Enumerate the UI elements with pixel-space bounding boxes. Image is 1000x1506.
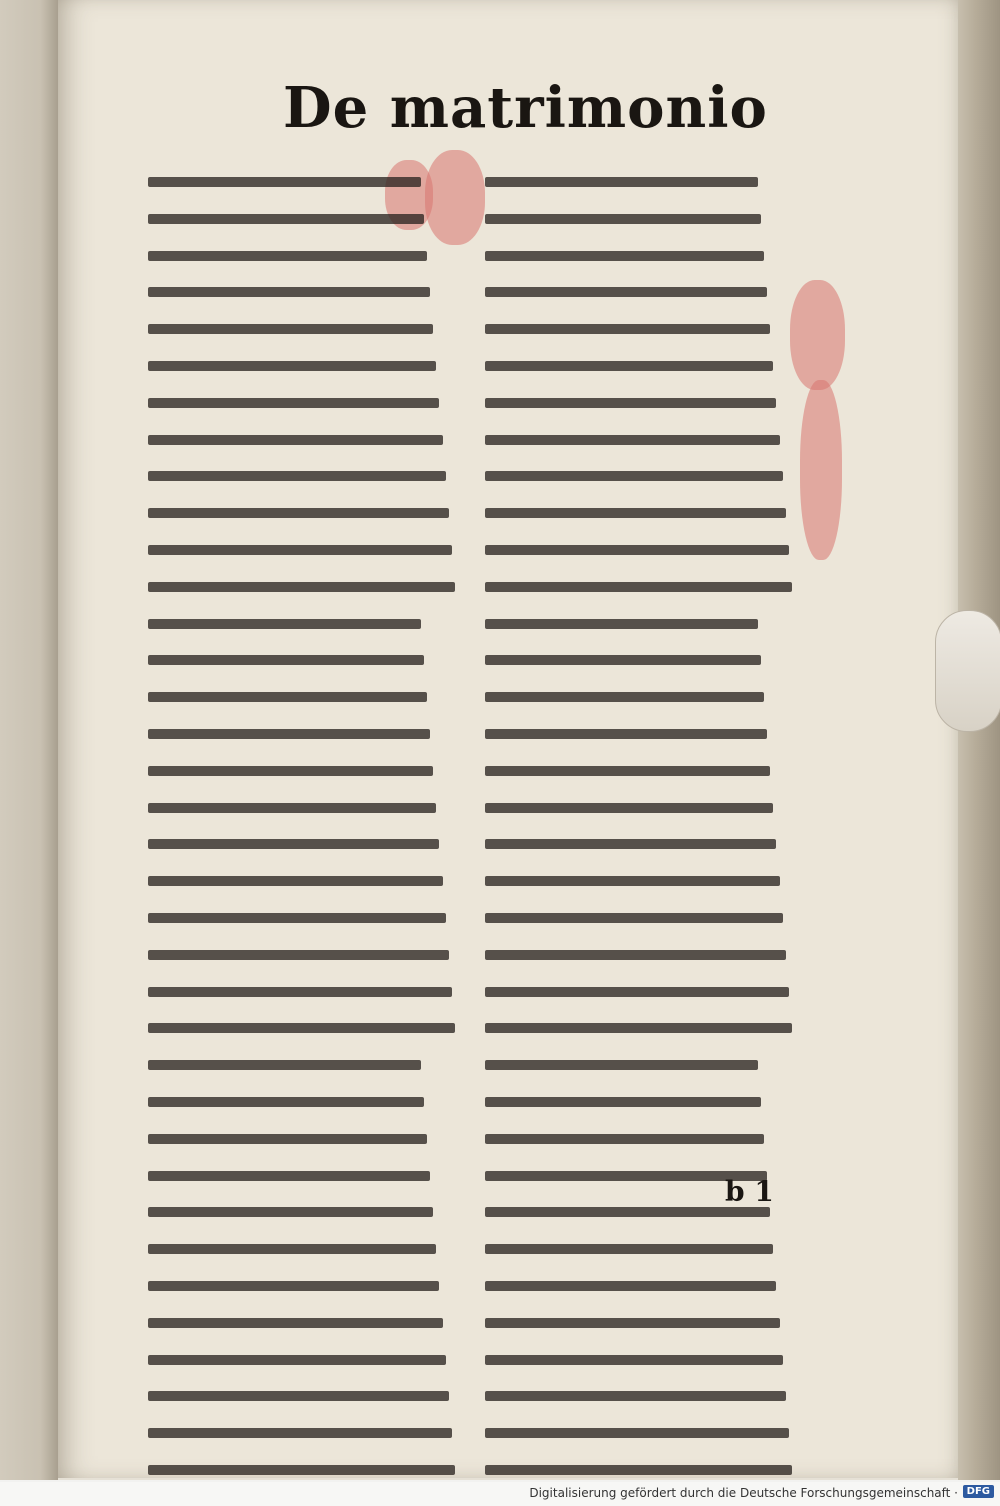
text-line <box>148 987 458 1015</box>
ink-stroke <box>148 729 430 739</box>
red-stain <box>800 380 842 560</box>
ink-stroke <box>485 435 780 445</box>
text-line <box>148 1318 458 1346</box>
text-line <box>148 950 458 978</box>
ink-stroke <box>148 398 439 408</box>
ink-stroke <box>485 545 789 555</box>
ink-stroke <box>148 1355 446 1365</box>
text-line <box>148 398 458 426</box>
ink-stroke <box>148 1023 455 1033</box>
text-line <box>485 251 795 279</box>
ink-stroke <box>148 1465 455 1475</box>
text-line <box>485 766 795 794</box>
text-line <box>148 287 458 315</box>
text-line <box>148 876 458 904</box>
text-line <box>148 1097 458 1125</box>
text-line <box>148 177 458 205</box>
text-line <box>485 950 795 978</box>
text-line <box>485 1023 795 1051</box>
text-line <box>485 361 795 389</box>
book-clip <box>935 610 1000 732</box>
text-line <box>148 1171 458 1199</box>
text-line <box>485 619 795 647</box>
text-line <box>485 1207 795 1235</box>
facing-page-edge <box>0 0 58 1480</box>
ink-stroke <box>148 1244 436 1254</box>
footer-credit: Digitalisierung gefördert durch die Deutsche Forschungsgemeinschaft · <box>529 1486 958 1500</box>
ink-stroke <box>148 177 421 187</box>
text-line <box>485 324 795 352</box>
text-line <box>485 508 795 536</box>
ink-stroke <box>485 251 764 261</box>
ink-stroke <box>148 619 421 629</box>
text-line <box>485 582 795 610</box>
ink-stroke <box>148 1428 452 1438</box>
text-line <box>148 251 458 279</box>
text-line <box>148 1060 458 1088</box>
text-line <box>485 692 795 720</box>
ink-stroke <box>148 435 443 445</box>
red-stain <box>790 280 845 390</box>
ink-stroke <box>148 1134 427 1144</box>
text-line <box>148 913 458 941</box>
ink-stroke <box>485 839 776 849</box>
ink-stroke <box>485 471 783 481</box>
dfg-logo: DFG <box>963 1485 994 1498</box>
ink-stroke <box>148 1171 430 1181</box>
text-line <box>485 1428 795 1456</box>
ink-stroke <box>148 1318 443 1328</box>
text-line <box>148 1355 458 1383</box>
ink-stroke <box>485 1318 780 1328</box>
ink-stroke <box>485 766 770 776</box>
ink-stroke <box>485 619 758 629</box>
text-line <box>148 361 458 389</box>
ink-stroke <box>148 766 433 776</box>
text-line <box>485 471 795 499</box>
ink-stroke <box>485 361 773 371</box>
text-line <box>148 582 458 610</box>
text-line <box>148 692 458 720</box>
ink-stroke <box>148 803 436 813</box>
ink-stroke <box>485 987 789 997</box>
text-line <box>485 1391 795 1419</box>
page-title: De matrimonio <box>283 75 768 141</box>
ink-stroke <box>485 1207 770 1217</box>
ink-stroke <box>148 508 449 518</box>
text-line <box>148 1023 458 1051</box>
ink-stroke <box>485 692 764 702</box>
ink-stroke <box>148 655 424 665</box>
text-line <box>148 435 458 463</box>
text-line <box>485 1134 795 1162</box>
text-line <box>485 1355 795 1383</box>
ink-stroke <box>148 1097 424 1107</box>
text-line <box>485 1060 795 1088</box>
ink-stroke <box>485 1355 783 1365</box>
text-line <box>148 655 458 683</box>
text-line <box>148 1134 458 1162</box>
text-line <box>148 471 458 499</box>
ink-stroke <box>485 1060 758 1070</box>
text-line <box>485 803 795 831</box>
ink-stroke <box>485 1391 786 1401</box>
ink-stroke <box>148 692 427 702</box>
text-line <box>485 876 795 904</box>
ink-stroke <box>148 1391 449 1401</box>
text-line <box>485 729 795 757</box>
ink-stroke <box>485 177 758 187</box>
ink-stroke <box>148 324 433 334</box>
ink-stroke <box>485 1465 792 1475</box>
ink-stroke <box>148 1281 439 1291</box>
signature-mark: b 1 <box>725 1175 774 1208</box>
text-line <box>485 655 795 683</box>
ink-stroke <box>148 913 446 923</box>
text-line <box>148 619 458 647</box>
ink-stroke <box>148 1060 421 1070</box>
text-line <box>148 1207 458 1235</box>
text-line <box>148 803 458 831</box>
text-line <box>148 1244 458 1272</box>
ink-stroke <box>148 251 427 261</box>
ink-stroke <box>148 1207 433 1217</box>
text-line <box>148 1428 458 1456</box>
text-line <box>485 1097 795 1125</box>
ink-stroke <box>148 839 439 849</box>
text-line <box>485 545 795 573</box>
text-line <box>485 177 795 205</box>
text-line <box>485 435 795 463</box>
ink-stroke <box>485 1097 761 1107</box>
ink-stroke <box>485 1023 792 1033</box>
text-line <box>485 1244 795 1272</box>
ink-stroke <box>485 214 761 224</box>
ink-stroke <box>148 471 446 481</box>
footer-bar <box>0 1482 1000 1506</box>
ink-stroke <box>148 582 455 592</box>
text-line <box>485 913 795 941</box>
text-line <box>148 1391 458 1419</box>
text-line <box>148 766 458 794</box>
ink-stroke <box>485 324 770 334</box>
text-line <box>485 1281 795 1309</box>
ink-stroke <box>148 214 424 224</box>
ink-stroke <box>485 1244 773 1254</box>
ink-stroke <box>485 508 786 518</box>
ink-stroke <box>148 987 452 997</box>
text-line <box>148 1281 458 1309</box>
ink-stroke <box>485 582 792 592</box>
text-line <box>148 324 458 352</box>
ink-stroke <box>485 913 783 923</box>
ink-stroke <box>485 1428 789 1438</box>
ink-stroke <box>485 876 780 886</box>
text-line <box>485 1318 795 1346</box>
text-line <box>485 839 795 867</box>
ink-stroke <box>485 655 761 665</box>
text-line <box>148 508 458 536</box>
ink-stroke <box>485 1281 776 1291</box>
ink-stroke <box>485 950 786 960</box>
ink-stroke <box>485 729 767 739</box>
text-line <box>485 987 795 1015</box>
ink-stroke <box>148 876 443 886</box>
text-column-left <box>148 168 458 1493</box>
ink-stroke <box>485 398 776 408</box>
text-line <box>148 729 458 757</box>
ink-stroke <box>148 287 430 297</box>
ink-stroke <box>148 950 449 960</box>
text-line <box>485 398 795 426</box>
text-line <box>148 839 458 867</box>
page-stack-edge <box>958 0 1000 1480</box>
ink-stroke <box>148 361 436 371</box>
ink-stroke <box>485 287 767 297</box>
text-line <box>485 214 795 242</box>
ink-stroke <box>148 545 452 555</box>
text-line <box>148 214 458 242</box>
text-column-right <box>485 168 795 1493</box>
ink-stroke <box>485 803 773 813</box>
text-line <box>485 287 795 315</box>
text-line <box>148 545 458 573</box>
ink-stroke <box>485 1134 764 1144</box>
